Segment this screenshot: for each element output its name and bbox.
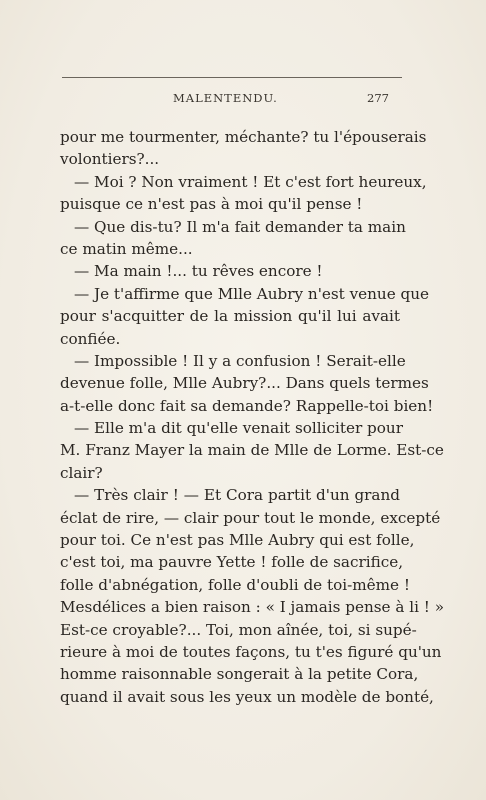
- page-number: 277: [367, 91, 389, 105]
- text-line: quand il avait sous les yeux un modèle de bonté,: [60, 687, 434, 706]
- text-line: — Impossible ! Il y a confusion ! Serait-elle: [74, 351, 406, 370]
- text-line: confiée.: [60, 329, 121, 348]
- text-line: pour s'acquitter de la mission qu'il lui avait: [60, 307, 400, 326]
- text-line: pour me tourmenter, méchante? tu l'épouserais: [60, 128, 427, 146]
- text-line: pour toi. Ce n'est pas Mlle Aubry qui est folle,: [60, 531, 415, 550]
- text-line: éclat de rire, — clair pour tout le monde, excepté: [60, 508, 441, 527]
- text-line: devenue folle, Mlle Aubry?... Dans quels termes: [60, 374, 429, 393]
- text-line: — Moi ? Non vraiment ! Et c'est fort heureux,: [74, 172, 427, 191]
- text-line: volontiers?...: [60, 150, 160, 169]
- text-line: — Que dis-tu? Il m'a fait demander ta main: [74, 217, 406, 236]
- text-line: folle d'abnégation, folle d'oubli de toi-même !: [60, 575, 410, 594]
- text-line: c'est toi, ma pauvre Yette ! folle de sacrifice,: [60, 553, 404, 572]
- text-line: rieure à moi de toutes façons, tu t'es figuré qu'un: [60, 642, 442, 661]
- text-line: Mesdélices a bien raison : « I jamais pense à li ! »: [60, 598, 444, 617]
- text-line: M. Franz Mayer la main de Mlle de Lorme. Est-ce: [60, 441, 444, 460]
- text-line: — Ma main !... tu rêves encore !: [74, 262, 323, 281]
- running-title: MALENTENDU.: [173, 91, 278, 105]
- text-line: Est-ce croyable?... Toi, mon aînée, toi, si supé-: [60, 620, 417, 639]
- body-text: [60, 126, 444, 708]
- text-line: clair?: [60, 463, 103, 482]
- text-line: — Je t'affirme que Mlle Aubry n'est venue que: [74, 284, 430, 303]
- header-rule: [62, 77, 402, 78]
- text-line: ce matin même...: [60, 239, 193, 258]
- text-line: a-t-elle donc fait sa demande? Rappelle-toi bien!: [60, 396, 434, 415]
- text-line: — Elle m'a dit qu'elle venait solliciter pour: [74, 419, 403, 438]
- text-line: — Très clair ! — Et Cora partit d'un grand: [74, 486, 400, 505]
- text-line: homme raisonnable songerait à la petite Cora,: [60, 665, 419, 684]
- text-line: puisque ce n'est pas à moi qu'il pense !: [60, 195, 363, 214]
